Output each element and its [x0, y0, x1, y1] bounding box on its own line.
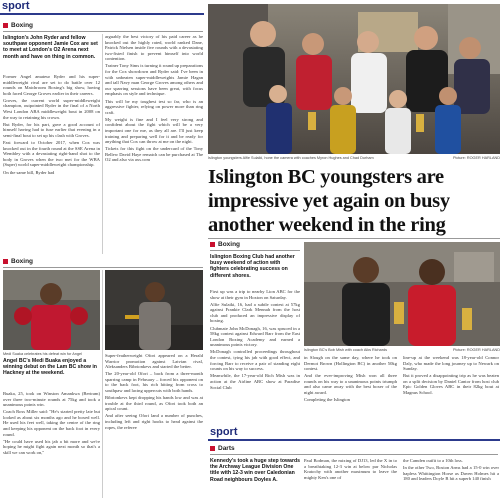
paragraph: Clubmate John McDonagh, 16, was spruced in a 58kg contest against Edward Barr from the East London Boxing Academy and earned a unanimous points victory. — [210, 325, 300, 348]
boxing-top-col1 — [3, 74, 100, 255]
darts-col2 — [403, 458, 499, 498]
ofori-photo — [105, 270, 203, 350]
paragraph: Paul Bodman, the mixing of DJ13, led the X in to a breathtaking 12-3 win at below par Nicholas Kratochy with another maximum to leave the mighty Ken's one of — [304, 458, 397, 480]
darts-col1 — [304, 458, 397, 498]
tag-rule-bottom-left — [3, 267, 203, 268]
paragraph: Buaka, 25, took on Winston Amankwa (Bertram) over three two-minute rounds at 75kg and took a unanimous points win. — [3, 391, 100, 408]
paragraph: And the ever-improving Mish won all three rounds on his way to a unanimous points triumph and also came away with the best boxer of the night award. — [304, 373, 397, 396]
tag-rule-top — [3, 31, 203, 32]
buaka-photo-caption: Medi Suaka celebrates his defeat win for Angel — [3, 352, 82, 356]
paragraph: Alfie Sulaiki, 16, had a subtle contest at 57kg against Frankie Clark Mennah from the host club and produced an impressive display of boxing. — [210, 301, 300, 324]
boxing-top-lead: Islington's John Ryder and fellow southpaw opponent Jamie Cox are set to meet at London's O2 Arena next month and have on thing in common. — [3, 35, 98, 60]
section-label-right: sport — [210, 426, 238, 438]
headline: Islington BC youngsters are impressive yet again on busy another weekend in the ring — [208, 166, 450, 236]
paragraph: And after seeing Ofori land a number of punches, including left and right hooks to head against the ropes, the referee — [105, 413, 203, 430]
paragraph: Bibrionkevs kept dropping his hands low and was at trouble at the third round, as Ofori took both an apical count. — [105, 395, 203, 412]
header-rule-left — [0, 13, 204, 15]
paragraph: Tickets for this fight on the undercard of the Tony Bellew David Haye rematch can be purchased at The O2 and also via axs.com — [105, 146, 203, 163]
paragraph: Super-featherweight Ofori appeared on a Herald Warrior promotion against Latvian rival, Aleksanders Bibrionkevs and started the better. — [105, 353, 203, 370]
paragraph: Groves, the current world super-middleweight champion, outpointed Ryder in the final of a North West London ABA middleweight bout in 2008 on the way to retaining his crown. — [3, 97, 100, 120]
boxing-bottom-right-col1 — [403, 355, 499, 421]
tag-marker — [3, 259, 8, 264]
paragraph: But Ryder, for his part, gave a good account of himself having had to fuse earlier that evening in a semi-final bout to set up his clash with Groves. — [3, 121, 100, 138]
paragraph: In the other Two, Boston Arms had a 15-0 win over hapless Whittington Horse as Daven Holmes hit a 180 and leaders Doyle B hit a superb 140 finish — [403, 465, 499, 482]
top-photo-caption: Islington youngsters Alfie Sulaiki, hone the camera with coaches Myron Hughes and Chad Durham — [208, 156, 374, 160]
top-group-photo — [208, 4, 500, 154]
headline-rule — [208, 238, 500, 239]
header-rule-right — [208, 439, 500, 441]
paragraph: The 20-year-old Ofori – back from a three-month sparring camp in February – forced his opponent on to the back foot, his rich hitting from cross to southpaw and lacing uppercuts with both hands. — [105, 371, 203, 394]
paragraph: Fast forward to October 2017, when Cox was knocked out in the fourth round at the SSE Arena in Wembley with a devastating right-hand shot to the body in Groves when the two met for the WBA (Super) world super-middleweight championship. — [3, 140, 100, 168]
tag-rule-bottom-mid — [210, 250, 300, 251]
paragraph: Former Angel amateur Ryder and his super-middleweight rival are set to do battle over 12 rounds on Matchroom Boxing's big show, having both faced George Groves earlier in their careers. — [3, 74, 100, 96]
buaka-photo — [3, 270, 100, 350]
column-divider — [102, 270, 103, 498]
tag-marker — [210, 242, 215, 247]
tag-marker — [210, 446, 215, 451]
group-photo-image — [208, 4, 500, 154]
paragraph: "He could have used his jab a bit more and we're hoping he might fight again next month so that's a skill we can work on," — [3, 438, 100, 455]
mish-photo-credit: Picture: ROGER HARLAND — [452, 348, 500, 352]
paragraph: McDonagh controlled proceedings throughout the contest, tying his jab with good effect, and forcing Barr to receive a pair of standing eight counts on his way to success. — [210, 349, 300, 372]
paragraph: the Camden outfit to a 10th loss. — [403, 458, 463, 463]
boxing-tag-bottom-mid: Boxing — [210, 241, 240, 248]
paragraph: Trainer Tony Sims is turning it round up preparations for the Cox showdown and Ryder said: I've been in with unbeaten super-middleweights Jamie Hagan and tall Navy man George Groves among others and our sparring sessions have been great, with focus emphasis on style and technique. — [105, 63, 203, 97]
section-label-left: sport — [2, 0, 30, 12]
right-page-sport-header — [208, 426, 500, 440]
paragraph: arguably the best victory of his paid career as he knocked out the highly rated, world ranked Dane, Patrick Nielsen inside five rounds with a devastating two-fisted finish to prevent himself into world contention. — [105, 34, 203, 62]
boxing-tag-bottom-left: Boxing — [3, 258, 33, 265]
paragraph: My weight is fine and I feel very strong and confident about the fight which will be a very important one for me, as they all are. I'll just keep training and preparing well for it and be ready for anything that Cox can throw at me on the night. — [105, 116, 203, 145]
buaka-photo-image — [3, 270, 100, 350]
paragraph: This will be my toughest test so far, who is an aggressive fighter, relying on power more than ring craft. — [105, 98, 203, 115]
paragraph: Meanwhile, the 17-year-old Rich Mish was in action at the Airline ABC show at Paradise Social Club — [210, 373, 300, 390]
left-page-header — [0, 0, 204, 14]
paragraph: Completing the Islington — [304, 397, 350, 403]
ofori-photo-image — [105, 270, 203, 350]
mish-photo-caption: Islington BC's Bob Mish with coach Aiks Richards — [304, 348, 388, 352]
top-photo-credit: Picture: ROGER HARLAND — [452, 156, 500, 160]
boxing-top-col2 — [105, 34, 203, 255]
mish-photo-image — [304, 242, 500, 346]
boxing-bottom-left-col2 — [105, 353, 203, 500]
column-divider — [102, 34, 103, 254]
paragraph: On the same bill, Ryder had — [3, 169, 55, 175]
boxing-bottom-mid-col2 — [304, 355, 397, 421]
paragraph: First up was a trip to nearby Lion ABC for the show at their gym in Hoxton on Saturday. — [210, 289, 300, 300]
boxing-bottom-mid-col1 — [210, 289, 300, 421]
boxing-bottom-left-col1 — [3, 391, 100, 500]
paragraph: line-up at the weekend was 18-year-old Connor Daly, who made the long journey up to Newark on Sunday. — [403, 355, 499, 372]
tag-marker — [3, 23, 8, 28]
paragraph: Coach Ross Miller said: "He's started pretty late but looked as about six months ago and he boxed well. He used his feet well, taking the centre of the ring and keeping his opponent on the back foot in every round. — [3, 409, 100, 437]
darts-lead: Kennedy's took a huge step towards the Archway League Division One title with 12-3 win over Caledonian Road neighbours Doyles A. — [210, 458, 300, 483]
mish-photo — [304, 242, 500, 346]
boxing-tag-top: Boxing — [3, 22, 33, 29]
paragraph: in Slough on the same day, where he took on Dermot Brown (Hollington BC) in another 50kg contest. — [304, 355, 397, 372]
boxing-bottom-mid-lead: Islington Boxing Club had another busy weekend of action with fighters celebrating success on different shores. — [210, 254, 295, 279]
paragraph: But it proved a disappointing trip as he was beaten on a split decision by Daniel Cantor from host club Epic Golden Gloves ABC in their 82kg bout at Magnus School. — [403, 373, 499, 396]
boxing-bottom-left-lead: Angel BC's Medi Buaka enjoyed a winning debut on the Lam BC show in Hackney at the weekend. — [3, 358, 97, 377]
tag-rule-darts — [210, 454, 498, 455]
darts-tag: Darts — [210, 445, 235, 452]
